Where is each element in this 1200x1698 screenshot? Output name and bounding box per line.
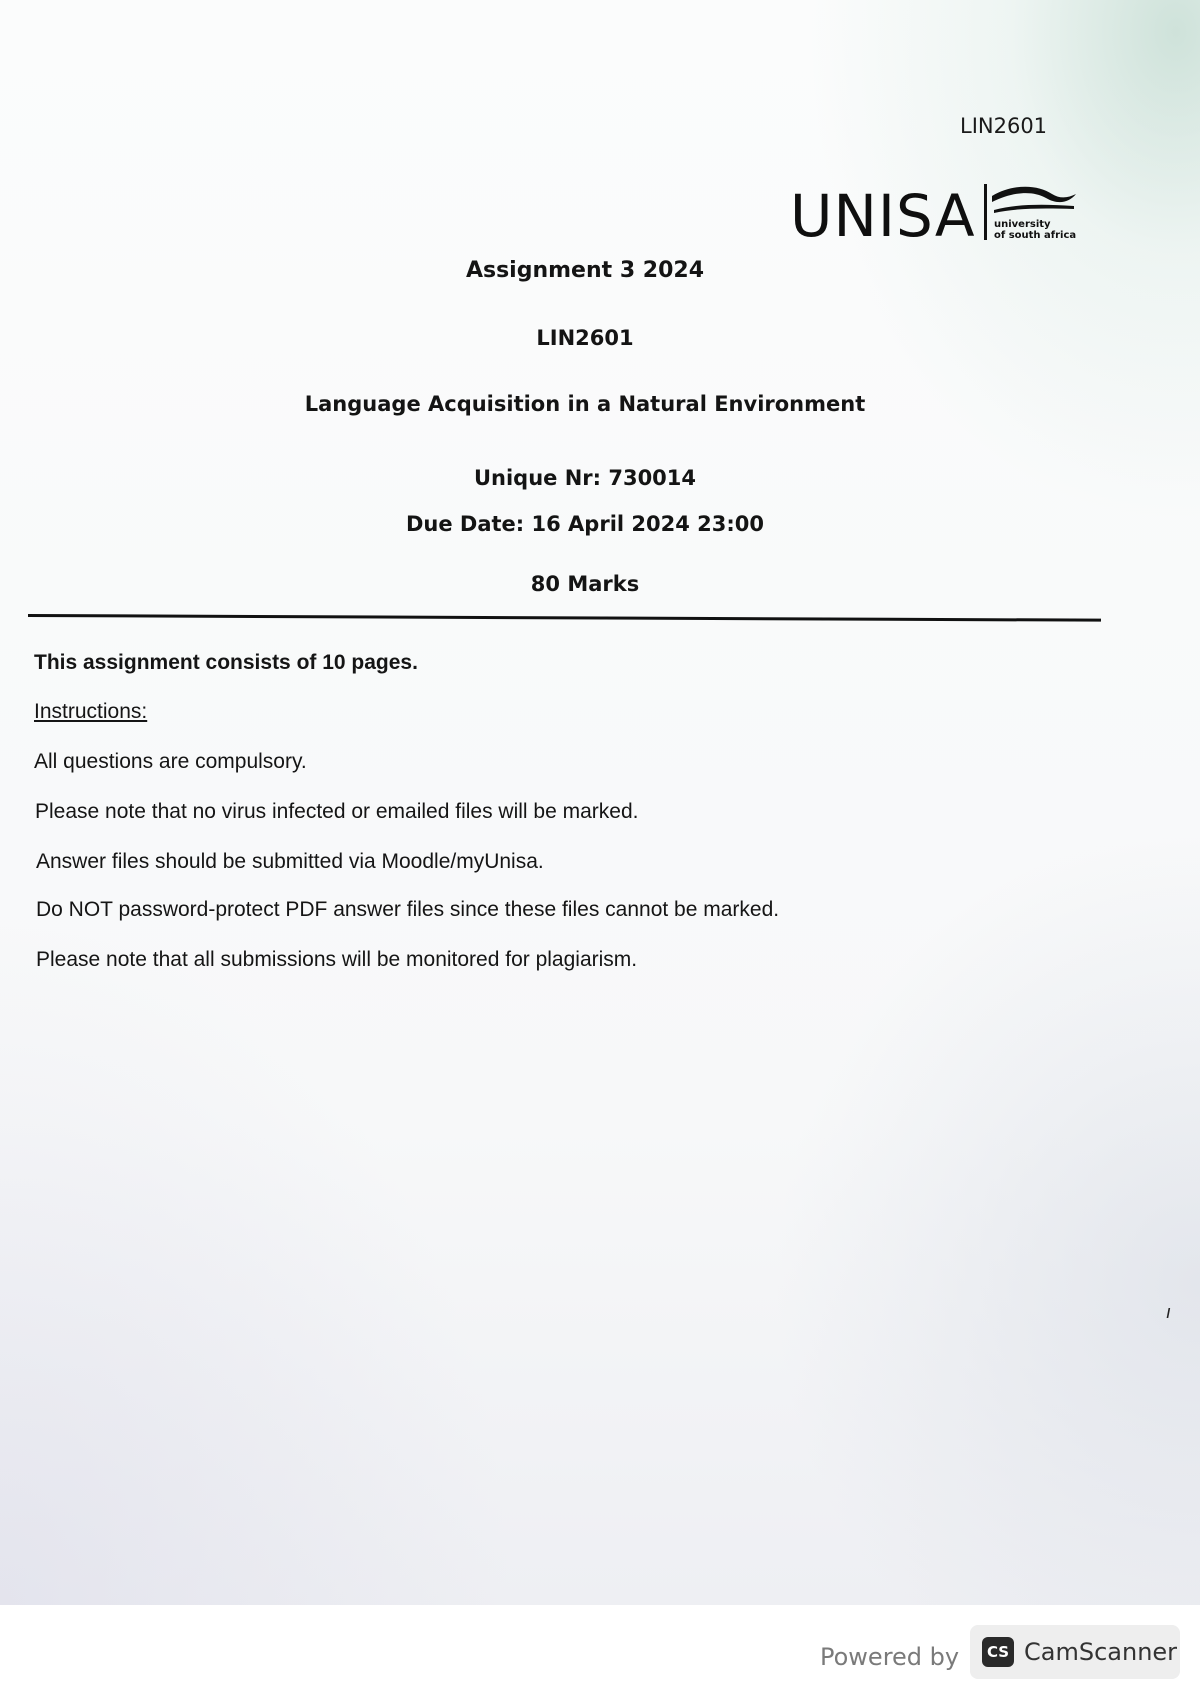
camscanner-logo-icon: CS: [982, 1637, 1014, 1667]
instruction-item: Do NOT password-protect PDF answer files since these files cannot be marked.: [36, 898, 780, 921]
camscanner-badge[interactable]: [970, 1625, 1180, 1679]
stray-pen-mark: ı: [1166, 1302, 1172, 1323]
camscanner-name: CamScanner: [1024, 1638, 1178, 1666]
pages-note: This assignment consists of 10 pages.: [34, 651, 418, 674]
powered-by-label: Powered by: [820, 1643, 960, 1671]
logo-tagline-line-2: of south africa: [993, 230, 1076, 241]
module-code-title: LIN2601: [536, 326, 634, 350]
logo-wordmark: UNISA: [790, 182, 976, 250]
unisa-emblem-icon: [982, 182, 1078, 244]
instruction-item: Answer files should be submitted via Moodle/myUnisa.: [36, 850, 544, 873]
total-marks: 80 Marks: [530, 572, 640, 596]
unique-number: Unique Nr: 730014: [473, 466, 697, 490]
unisa-logo: [790, 180, 1078, 250]
scanner-footer: [0, 1605, 1200, 1698]
instructions-heading: Instructions:: [34, 700, 148, 723]
instruction-item: All questions are compulsory.: [34, 750, 307, 773]
assignment-title: Assignment 3 2024: [465, 258, 705, 283]
module-name: Language Acquisition in a Natural Environment: [304, 392, 866, 416]
instruction-item: Please note that no virus infected or emailed files will be marked.: [35, 800, 639, 823]
module-code-corner: LIN2601: [960, 114, 1048, 138]
instruction-item: Please note that all submissions will be monitored for plagiarism.: [36, 948, 638, 971]
logo-tagline-line-1: university: [993, 219, 1051, 230]
horizontal-divider: [28, 614, 1101, 622]
due-date: Due Date: 16 April 2024 23:00: [405, 512, 764, 536]
